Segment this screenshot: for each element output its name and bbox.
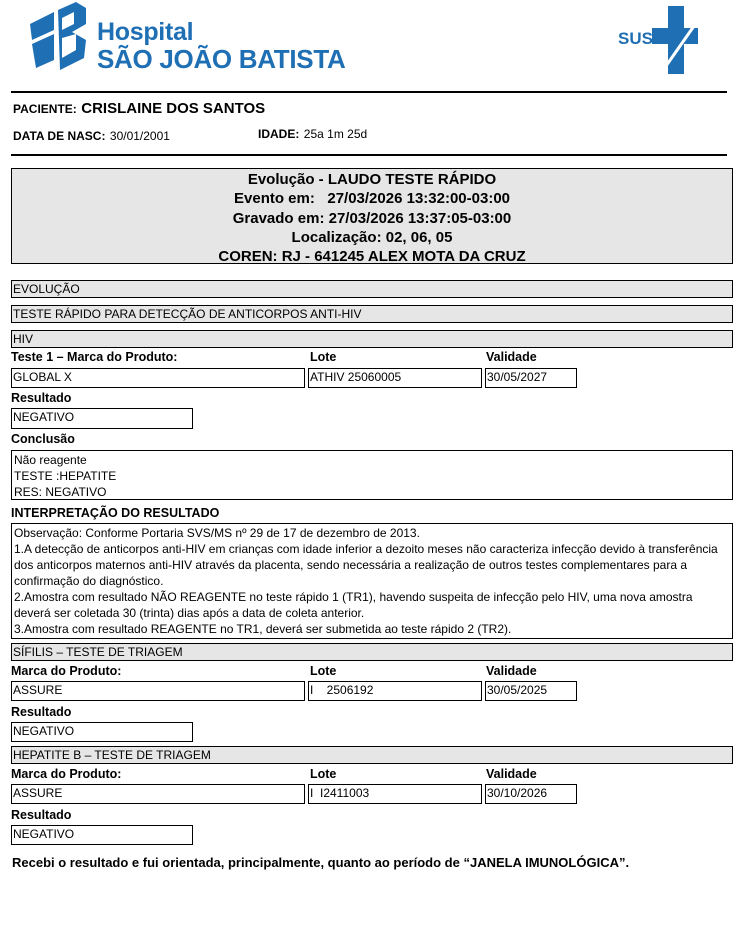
hepatite-validity-field: 30/10/2026 bbox=[485, 784, 577, 804]
patient-name-label: PACIENTE: bbox=[13, 102, 77, 116]
hospital-logo-icon bbox=[24, 2, 96, 74]
hepatite-lot-label: Lote bbox=[310, 767, 337, 781]
age-label: IDADE: bbox=[258, 127, 300, 141]
interpretation-line: 3.Amostra com resultado REAGENTE no TR1, deverá ser submetida ao teste rápido 2 (TR2). bbox=[14, 622, 512, 636]
sifilis-result-label: Resultado bbox=[11, 705, 72, 719]
hiv-conclusion-box bbox=[11, 450, 733, 500]
sus-logo bbox=[618, 6, 700, 76]
hospital-name-line2: SÃO JOÃO BATISTA bbox=[97, 44, 346, 74]
section-sifilis: SÍFILIS – TESTE DE TRIAGEM bbox=[11, 643, 733, 661]
section-teste-rapido: TESTE RÁPIDO PARA DETECÇÃO DE ANTICORPOS ANTI-HIV bbox=[11, 305, 733, 323]
age-value: 25a 1m 25d bbox=[303, 127, 368, 141]
report-title: Evolução - LAUDO TESTE RÁPIDO bbox=[247, 171, 497, 188]
interpretation-box bbox=[11, 523, 733, 639]
hepatite-product-field: ASSURE bbox=[11, 784, 305, 804]
hiv-validity-field: 30/05/2027 bbox=[485, 368, 577, 388]
sus-label: SUS bbox=[618, 29, 653, 48]
hiv-lot-field: ATHIV 25060005 bbox=[308, 368, 482, 388]
section-hepatite-b: HEPATITE B – TESTE DE TRIAGEM bbox=[11, 746, 733, 764]
interpretation-line: Observação: Conforme Portaria SVS/MS nº 29 de 17 de dezembro de 2013. bbox=[14, 526, 420, 540]
sifilis-lot-label: Lote bbox=[310, 664, 337, 678]
hiv-product-label: Teste 1 – Marca do Produto: bbox=[11, 350, 178, 364]
hepatite-validity-label: Validade bbox=[486, 767, 537, 781]
patient-name-row bbox=[13, 100, 265, 118]
acknowledgement-note: Recebi o resultado e fui orientada, principalmente, quanto ao período de “JANELA IMUNOLÓGICA”. bbox=[12, 855, 630, 870]
section-hiv: HIV bbox=[11, 330, 733, 348]
sifilis-validity-field: 30/05/2025 bbox=[485, 681, 577, 701]
dob-label: DATA DE NASC: bbox=[13, 129, 106, 143]
conclusion-line: Não reagente bbox=[14, 453, 87, 467]
age-row bbox=[258, 125, 367, 143]
patient-name: CRISLAINE DOS SANTOS bbox=[81, 100, 266, 117]
report-title-box bbox=[11, 168, 733, 264]
interpretation-line: 1.A detecção de anticorpos anti-HIV em crianças com idade inferior a dezoito meses não caracteriza infecção devido à transferência dos anticorpos maternos anti-HIV através da placenta, sendo necessária a realização de outros testes complementares para a confirmação do diagnóstico. bbox=[14, 542, 718, 588]
hospital-name-line1: Hospital bbox=[97, 18, 194, 46]
hospital-logo bbox=[24, 2, 354, 74]
hiv-result-label: Resultado bbox=[11, 391, 72, 405]
hiv-validity-label: Validade bbox=[486, 350, 537, 364]
sifilis-product-label: Marca do Produto: bbox=[11, 664, 122, 678]
coren: COREN: RJ - 641245 ALEX MOTA DA CRUZ bbox=[218, 248, 526, 266]
sifilis-validity-label: Validade bbox=[486, 664, 537, 678]
interpretation-line: 2.Amostra com resultado NÃO REAGENTE no teste rápido 1 (TR1), havendo suspeita de infecção pelo HIV, uma nova amostra deverá ser coletada 30 (trinta) dias após a data de coleta anterior. bbox=[14, 590, 693, 620]
hepatite-result-label: Resultado bbox=[11, 808, 72, 822]
hiv-result-field: NEGATIVO bbox=[11, 408, 193, 429]
interpretation-label: INTERPRETAÇÃO DO RESULTADO bbox=[11, 506, 220, 520]
conclusion-line: TESTE :HEPATITE bbox=[14, 469, 117, 483]
recorded-datetime: Gravado em: 27/03/2026 13:37:05-03:00 bbox=[232, 209, 512, 227]
sifilis-product-field: ASSURE bbox=[11, 681, 305, 701]
hiv-conclusion-label: Conclusão bbox=[11, 432, 75, 446]
conclusion-line: RES: NEGATIVO bbox=[14, 485, 107, 499]
hiv-product-field: GLOBAL X bbox=[11, 368, 305, 388]
location: Localização: 02, 06, 05 bbox=[291, 228, 453, 246]
patient-divider bbox=[11, 154, 727, 156]
sifilis-result-field: NEGATIVO bbox=[11, 722, 193, 742]
sifilis-lot-field: I 2506192 bbox=[308, 681, 482, 701]
dob-value: 30/01/2001 bbox=[109, 129, 170, 143]
header-divider bbox=[11, 91, 727, 93]
event-datetime: Evento em: 27/03/2026 13:32:00-03:00 bbox=[234, 190, 510, 208]
dob-row bbox=[13, 127, 170, 145]
hepatite-result-field: NEGATIVO bbox=[11, 825, 193, 845]
hepatite-product-label: Marca do Produto: bbox=[11, 767, 122, 781]
section-evolucao: EVOLUÇÃO bbox=[11, 280, 733, 298]
hepatite-lot-field: I I2411003 bbox=[308, 784, 482, 804]
hiv-lot-label: Lote bbox=[310, 350, 337, 364]
